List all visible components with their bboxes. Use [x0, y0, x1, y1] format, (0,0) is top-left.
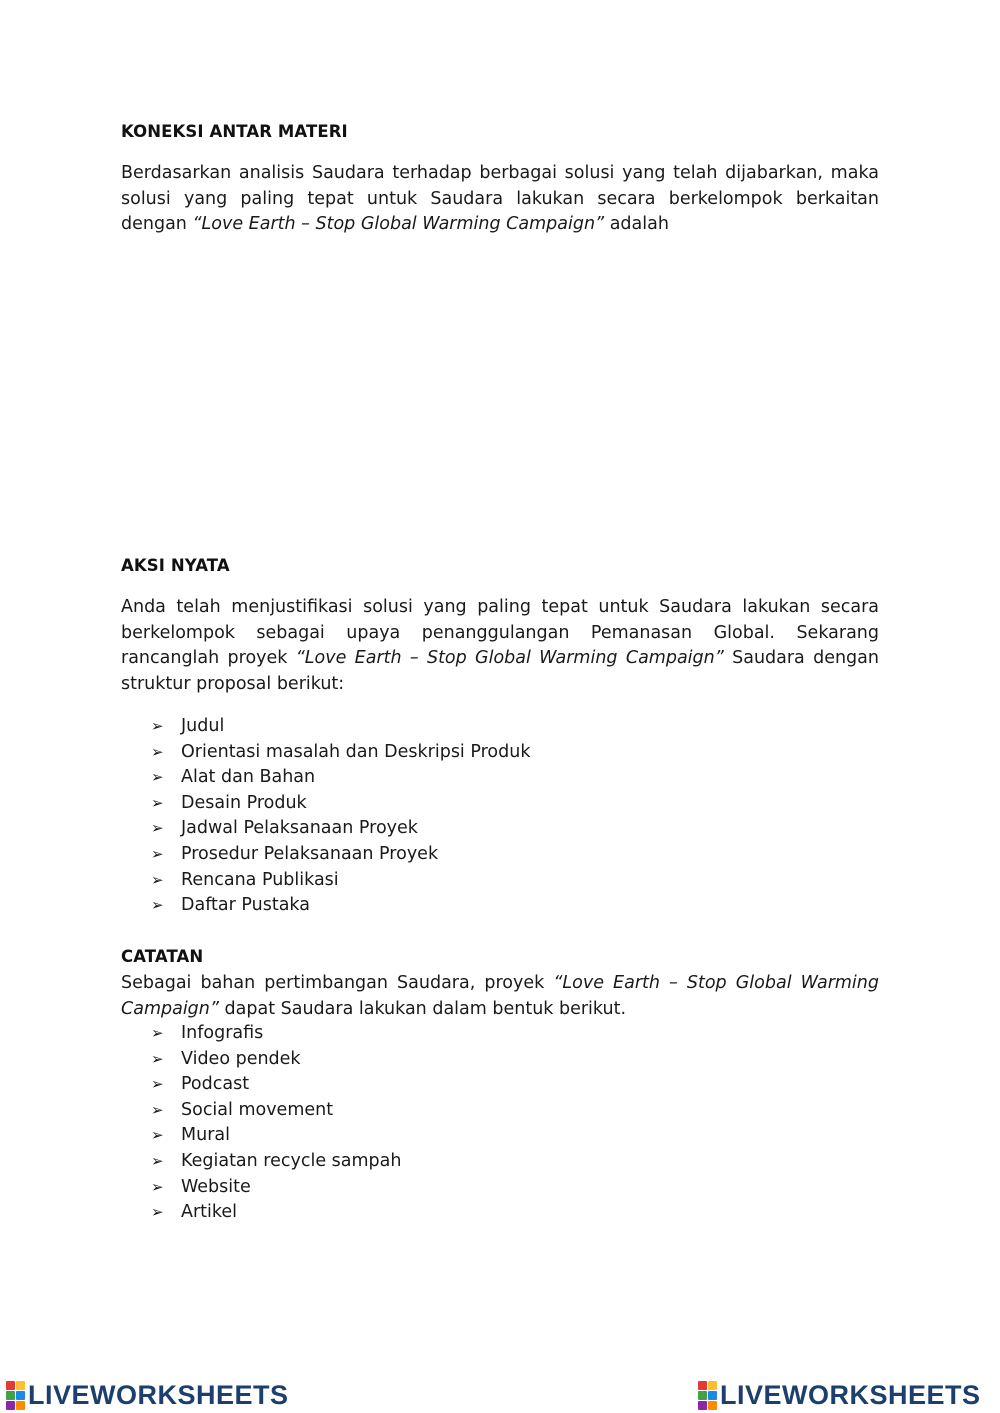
list-item: ➢ Podcast: [151, 1072, 402, 1098]
catatan-text-2: dapat Saudara lakukan dalam bentuk berikut.: [224, 998, 627, 1019]
koneksi-text-2: adalah: [609, 214, 669, 234]
koneksi-paragraph: [121, 161, 879, 238]
list-item: ➢ Artikel: [151, 1200, 402, 1226]
aksi-paragraph: [121, 595, 879, 697]
list-item: ➢ Jadwal Pelaksanaan Proyek: [151, 816, 530, 842]
liveworksheets-mark-icon: [698, 1381, 717, 1410]
aksi-text-1: Anda telah menjustifikasi solusi yang paling tepat untuk Saudara lakukan secara berkelompok sebagai upaya penanggulangan Pemanasan Global. Sekarang rancanglah proyek: [121, 597, 879, 668]
list-item: ➢ Kegiatan recycle sampah: [151, 1149, 402, 1175]
arrow-bullet-icon: ➢: [151, 1203, 164, 1222]
list-item: ➢ Daftar Pustaka: [151, 893, 530, 919]
arrow-bullet-icon: ➢: [151, 1177, 164, 1196]
catatan-text-1: Sebagai bahan pertimbangan Saudara, proyek: [121, 973, 545, 993]
arrow-bullet-icon: ➢: [151, 1049, 164, 1068]
arrow-bullet-icon: ➢: [151, 1024, 164, 1042]
proposal-structure-list: [151, 714, 530, 919]
arrow-bullet-icon: ➢: [151, 896, 164, 915]
list-item: ➢ Social movement: [151, 1098, 402, 1124]
list-item: ➢ Infografis: [151, 1021, 402, 1047]
section-title-aksi: AKSI NYATA: [121, 556, 230, 575]
koneksi-campaign-name: “Love Earth – Stop Global Warming Campaign”: [192, 214, 605, 234]
aksi-text-2: Saudara dengan struktur proposal berikut:: [121, 648, 879, 694]
section-title-catatan: CATATAN: [121, 947, 204, 966]
arrow-bullet-icon: ➢: [151, 870, 164, 889]
list-item: ➢ Prosedur Pelaksanaan Proyek: [151, 842, 530, 868]
arrow-bullet-icon: ➢: [151, 793, 164, 812]
liveworksheets-logo-left: [6, 1378, 289, 1412]
list-item: ➢ Alat dan Bahan: [151, 765, 530, 791]
section-title-koneksi: KONEKSI ANTAR MATERI: [121, 122, 348, 141]
catatan-campaign-name: “Love Earth – Stop Global Warming Campaign”: [121, 973, 879, 1019]
aksi-campaign-name: “Love Earth – Stop Global Warming Campaign”: [295, 648, 724, 668]
arrow-bullet-icon: ➢: [151, 1075, 164, 1094]
campaign-forms-list: [151, 1021, 402, 1226]
arrow-bullet-icon: ➢: [151, 819, 164, 838]
list-item: ➢ Rencana Publikasi: [151, 868, 530, 894]
logo-text: LIVEWORKSHEETS: [28, 1379, 289, 1410]
arrow-bullet-icon: ➢: [151, 717, 164, 735]
logo-text: LIVEWORKSHEETS: [720, 1379, 981, 1410]
list-item: ➢ Judul: [151, 714, 530, 740]
liveworksheets-mark-icon: [6, 1381, 25, 1410]
list-item: ➢ Video pendek: [151, 1047, 402, 1073]
arrow-bullet-icon: ➢: [151, 844, 164, 863]
arrow-bullet-icon: ➢: [151, 1100, 164, 1119]
arrow-bullet-icon: ➢: [151, 768, 164, 787]
list-item: ➢ Website: [151, 1175, 402, 1201]
liveworksheets-logo-right: [698, 1378, 981, 1412]
list-item: ➢ Mural: [151, 1123, 402, 1149]
catatan-paragraph: [121, 971, 879, 1022]
arrow-bullet-icon: ➢: [151, 1126, 164, 1145]
koneksi-text-1: Berdasarkan analisis Saudara terhadap berbagai solusi yang telah dijabarkan, maka solusi yang paling tepat untuk Saudara lakukan secara berkelompok berkaitan dengan: [121, 163, 879, 234]
arrow-bullet-icon: ➢: [151, 742, 164, 761]
list-item: ➢ Desain Produk: [151, 791, 530, 817]
arrow-bullet-icon: ➢: [151, 1151, 164, 1170]
list-item: ➢ Orientasi masalah dan Deskripsi Produk: [151, 740, 530, 766]
